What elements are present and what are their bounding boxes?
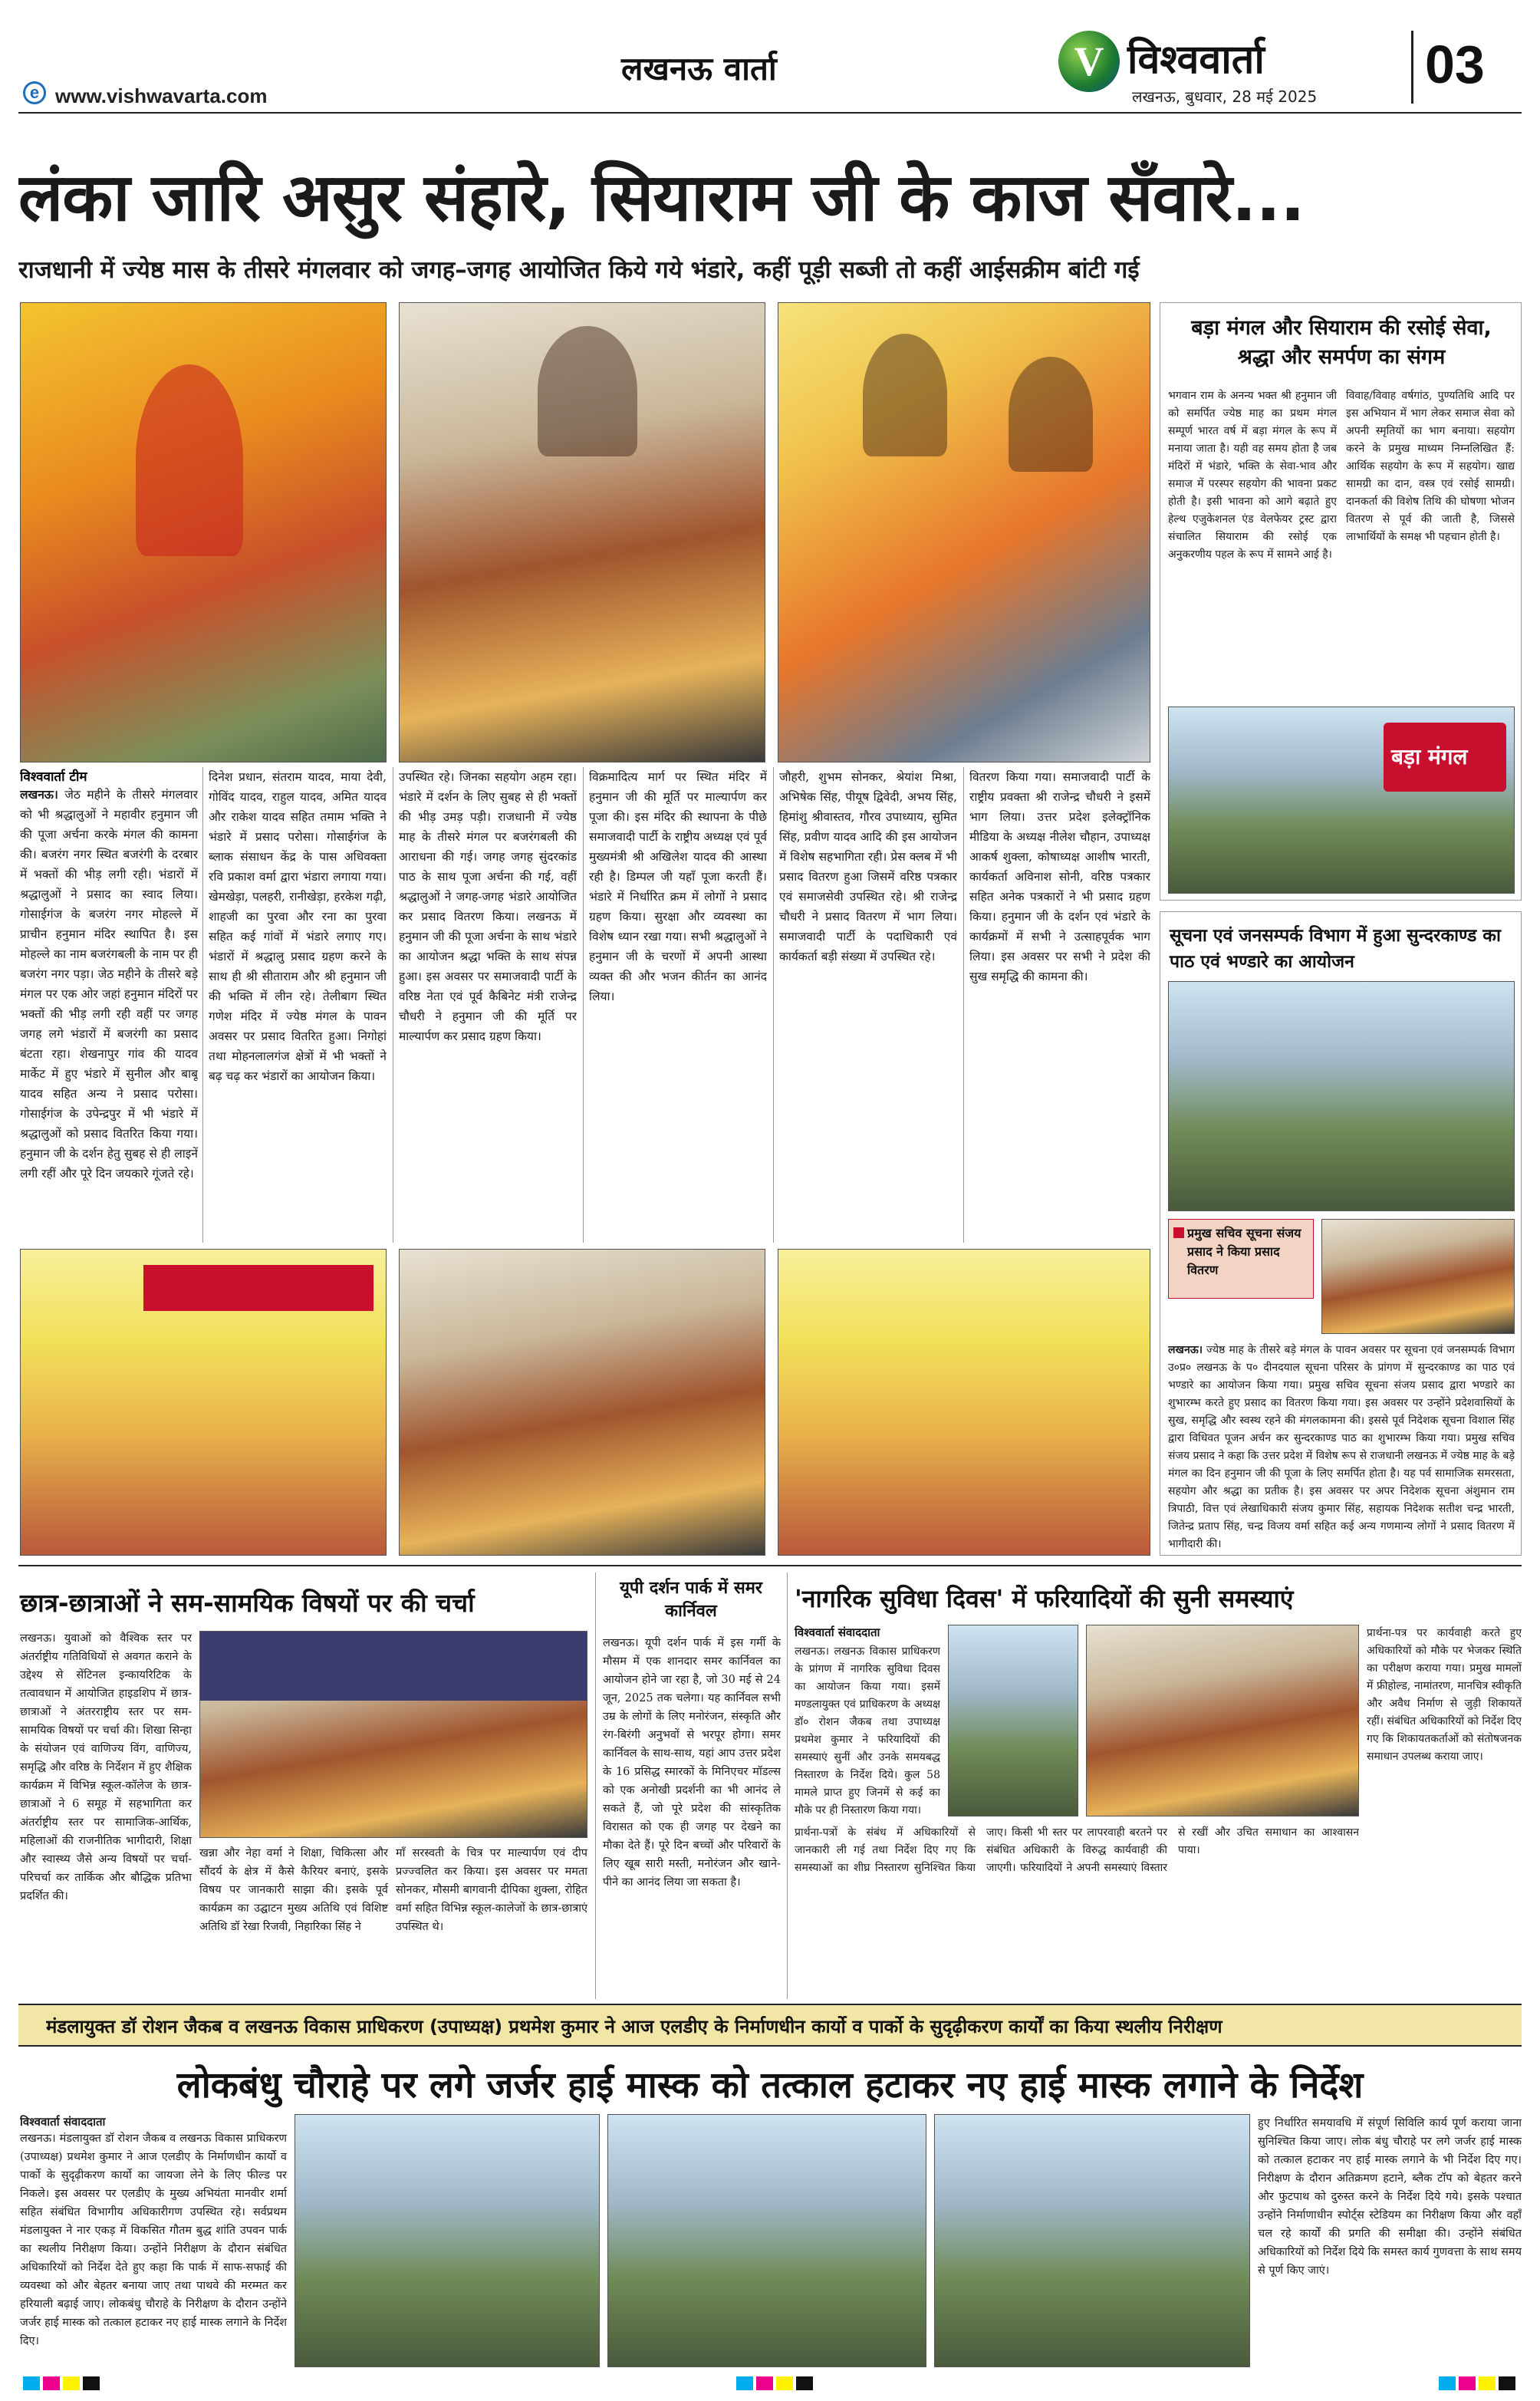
inspection-photo-1: [295, 2114, 600, 2367]
registration-mark-magenta: [1459, 2376, 1476, 2390]
registration-mark-black: [1499, 2376, 1515, 2390]
prasad-photo-2: [778, 302, 1150, 762]
grievance-column-2: प्रार्थना-पत्र पर कार्यवाही करते हुए अधिकारियों को मौके पर भेजकर स्थिति का परीक्षण कराया गया। प्रमुख मामलों में फ्रीहोल्ड, नामांतरण, मानचित्र स्वीकृति और अवैध निर्माण से जुड़ी शिकायतें रहीं। संबंधित अधिकारियों को निर्देश दिए गए कि शिकायतकर्ताओं को संतोषजनक समाधान उपलब्ध कराया जाए।: [1367, 1627, 1522, 1763]
seva-column-2: विवाह/विवाह वर्षगांठ, पुण्यतिथि आदि पर इस अभियान में भाग लेकर समाज सेवा को अपनी स्मृतियों का भाग बनाया। सहयोग करने के प्रमुख माध्यम निम्नलिखित हैं: आर्थिक सहयोग के रूप में सहयोग। खाद्य सामग्री का दान, वस्त्र एवं रसोई सामग्री। दानकर्ता की विशेष तिथि की घोषणा भोजन वितरण से पूर्व की जाती है, जिससे लाभार्थियों के समक्ष भी पहचान होती है।: [1346, 390, 1515, 543]
registration-mark-yellow: [1479, 2376, 1496, 2390]
banner-strip: [143, 1265, 373, 1311]
person-figure: [863, 334, 947, 456]
carnival-body: लखनऊ। यूपी दर्शन पार्क में इस गर्मी के मौसम में एक शानदार समर कार्निवल का आयोजन होने जा रहा है, जो 30 मई से 24 जून, 2025 तक चलेगा। यह कार्निवल सभी उम्र के लोगों के लिए मनोरंजन, संस्कृति और रंग-बिरंगी अनुभवों से भरपूर होगा। समर कार्निवल के साथ-साथ, यहां आप उत्तर प्रदेश के 16 प्रसिद्ध स्मारकों के मिनिएचर मॉडल्स को एक अनोखी प्रदर्शनी का भी आनंद ले सकते हैं, जो पूरे प्रदेश की सांस्कृतिक विरासत को एक ही जगह पर देखने का मौका देते हैं। पूरे दिन बच्चों और परिवारों के लिए खूब सारी मस्ती, मनोरंजन और खाने-पीने का आनंद लिया जा सकता है।: [603, 1637, 781, 1889]
registration-mark-black: [796, 2376, 813, 2390]
sundarkand-body: [1168, 1342, 1515, 1550]
students-column-2: खन्ना और नेहा वर्मा ने शिक्षा, चिकित्सा और सौंदर्य के क्षेत्र में कैसे कैरियर बनाएं, इसके विषय पर जानकारी साझा की। इसके पूर्व कार्यक्रम का उद्घाटन मुख्य अतिथि एवं विशिष्ट अतिथि डॉ रेखा रिजवी, निहारिका सिंह ने: [199, 1847, 388, 1933]
site-url[interactable]: www.vishwavarta.com: [55, 84, 268, 107]
seva-headline: बड़ा मंगल और सियाराम की रसोई सेवा, श्रद्धा और समर्पण का संगम: [1191, 316, 1492, 369]
grievance-byline: विश्ववार्ता संवाददाता: [795, 1625, 880, 1639]
registration-mark-cyan: [1439, 2376, 1456, 2390]
bhandara-photo-1: [20, 1249, 387, 1556]
seva-column-1: भगवान राम के अनन्य भक्त श्री हनुमान जी को समर्पित ज्येष्ठ माह का प्रथम मंगल सम्पूर्ण भारत वर्ष में बड़ा मंगल के रूप में मनाया जाता है। यही वह समय होता है जब मंदिरों में भंडारे, भक्ति के सेवा-भाव और समाज में परस्पर सहयोग की भावना प्रकट होती है। इसी भावना को आगे बढ़ाते हुए हेल्थ एजुकेशनल एंड वेलफेयर ट्रस्ट द्वारा संचालित सियाराम की रसोई एक अनुकरणीय पहल के रूप में सामने आई है।: [1168, 390, 1337, 561]
sundarkand-caption: प्रमुख सचिव सूचना संजय प्रसाद ने किया प्रसाद वितरण: [1187, 1226, 1301, 1277]
students-headline: छात्र-छात्राओं ने सम-सामयिक विषयों पर की चर्चा: [20, 1588, 475, 1618]
sundarkand-photo-2: [1321, 1219, 1515, 1334]
caption-box: [1168, 1219, 1314, 1299]
masthead-dateline: लखनऊ, बुधवार, 28 मई 2025: [1132, 87, 1318, 106]
column-rule: [773, 767, 774, 1243]
column-rule: [963, 767, 964, 1243]
temple-photo: [20, 302, 387, 762]
grievance-photo-1: [948, 1625, 1078, 1816]
lead-dateline: लखनऊ।: [20, 788, 58, 802]
inspection-headline: लोकबंधु चौराहे पर लगे जर्जर हाई मास्क को तत्काल हटाकर नए हाई मास्क लगाने के निर्देश: [176, 2064, 1364, 2106]
inspection-photo-3: [934, 2114, 1250, 2367]
seva-badge: बड़ा मंगल: [1391, 744, 1468, 769]
grievance-photo-2: [1086, 1625, 1359, 1816]
caption-square-icon: [1173, 1227, 1184, 1238]
column-rule: [202, 767, 203, 1243]
grievance-column-1: लखनऊ। लखनऊ विकास प्राधिकरण के प्रांगण में नागरिक सुविधा दिवस का आयोजन किया गया। इसमें मण्डलायुक्त एवं प्राधिकरण के अध्यक्ष डॉ० रोशन जैकब तथा उपाध्यक्ष प्रथमेश कुमार ने फरियादियों की समस्याएं सुनीं और उनके समयबद्ध निस्तारण के निर्देश दिये। कुल 58 मामले प्राप्त हुए जिनमें से कई का मौके पर ही निस्तारण किया गया।: [795, 1645, 940, 1816]
sundarkand-box: [1160, 911, 1522, 1556]
column-rule: [583, 767, 584, 1243]
lead-column-5: जौहरी, शुभम सोनकर, श्रेयांश मिश्रा, अभिषेक सिंह, पीयूष द्विवेदी, अभय सिंह, हिमांशु श्रीवास्तव, गौरव उपाध्याय, सुमित सिंह, प्रवीण यादव आदि की इस आयोजन में विशेष सहभागिता रही। प्रेस क्लब में भी प्रसाद वितरण हुआ जिसमें वरिष्ठ पत्रकार एवं समाजसेवी उपस्थित रहे। श्री राजेन्द्र चौधरी ने प्रसाद वितरण में भाग लिया। समाजवादी पार्टी के पदाधिकारी एवं कार्यकर्ता बड़ी संख्या में उपस्थित रहे।: [779, 770, 957, 963]
stage-backdrop: [200, 1632, 587, 1701]
column-rule: [595, 1573, 596, 1999]
lead-column-2: दिनेश प्रधान, संतराम यादव, माया देवी, गोविंद यादव, राहुल यादव, अमित यादव और राकेश यादव सहित तमाम भक्ति ने भंडारे में प्रसाद परोसा। गोसाईगंज के ब्लाक संसाधन केंद्र के पास अधिवक्ता रवि प्रकाश वर्मा द्वारा भंडारा लगाया गया। खेमखेड़ा, पलहरी, रानीखेड़ा, हरकेश गढ़ी, शाहजी का पुरवा और रना का पुरवा सहित कई गांवों में भंडारे लगाए गए। भंडारों में श्रद्धालु प्रसाद ग्रहण करने के साथ ही श्री सीताराम और श्री हनुमान जी की भक्ति में लीन रहे। तेलीबाग स्थित गणेश मंदिर में ज्येष्ठ मंगल के पावन अवसर पर प्रसाद वितरित हुआ। निगोहां तथा मोहनलालगंज क्षेत्रों में भी भक्तों ने बढ़ चढ़ कर भंडारों का आयोजन किया।: [209, 770, 387, 1083]
lead-column-4: विक्रमादित्य मार्ग पर स्थित मंदिर में हनुमान जी की मूर्ति पर माल्यार्पण कर पूजा की। इस मंदिर की स्थापना के पीछे समाजवादी पार्टी के राष्ट्रीय अध्यक्ष एवं पूर्व मुख्यमंत्री श्री अखिलेश यादव की आस्था रही है। डिम्पल जी यहाँ पूजा करती हैं। भंडारे में निर्धारित क्रम में लोगों ने प्रसाद ग्रहण किया। सुरक्षा और व्यवस्था का विशेष ध्यान रखा गया। सभी श्रद्धालुओं ने हनुमान जी के चरणों में अपनी आस्था व्यक्त की और भजन कीर्तन का आनंद लिया।: [589, 770, 767, 1003]
registration-mark-yellow: [63, 2376, 80, 2390]
inspection-column-1: [20, 2114, 287, 2370]
bhandara-photo-3: [778, 1249, 1150, 1556]
inspection-banner-text: मंडलायुक्त डॉ रोशन जैकब व लखनऊ विकास प्राधिकरण (उपाध्यक्ष) प्रथमेश कुमार ने आज एलडीए के निर्माणधीन कार्यो व पार्को के सुदृढ़ीकरण कार्यों का किया स्थलीय निरीक्षण: [46, 2016, 1222, 2037]
masthead-divider: [1411, 31, 1413, 104]
students-column-3: माँ सरस्वती के चित्र पर माल्यार्पण एवं दीप प्रज्ज्वलित कर किया। इस अवसर पर ममता सोनकर, मौसमी बागवानी दीपिका शुक्ला, रोहित वर्मा सहित विभिन्न स्कूल-कालेजों के छात्र-छात्राएं उपस्थित थे।: [396, 1847, 587, 1933]
person-figure: [538, 326, 637, 456]
students-photo: [199, 1631, 587, 1838]
seva-box: [1160, 302, 1522, 901]
registration-mark-cyan: [736, 2376, 753, 2390]
registration-mark-magenta: [43, 2376, 60, 2390]
page-number: 03: [1425, 35, 1485, 94]
registration-mark-cyan: [23, 2376, 40, 2390]
sundarkand-dateline: लखनऊ।: [1168, 1344, 1203, 1356]
lead-byline: विश्ववार्ता टीम: [20, 769, 87, 785]
section-title: लखनऊ वार्ता: [621, 50, 777, 87]
idol-figure: [136, 364, 243, 556]
lead-column-3: उपस्थित रहे। जिनका सहयोग अहम रहा। भंडारे में दर्शन के लिए सुबह से ही भक्तों की भीड़ उमड़ पड़ी। राजधानी में ज्येष्ठ माह के तीसरे मंगल पर बजरंगबली की आराधना की गई। जगह जगह सुंदरकांड पाठ के साथ पूजा अर्चना की गई, वहीं श्रद्धालुओं ने जगह-जगह भंडारे आयोजित कर प्रसाद वितरण किया। लखनऊ में हनुमान जी की पूजा अर्चना के साथ भंडारे का आयोजन श्रद्धा भक्ति के साथ संपन्न हुआ। इस अवसर पर समाजवादी पार्टी के वरिष्ठ नेता एवं पूर्व कैबिनेट मंत्री राजेन्द्र चौधरी ने हनुमान जी की मूर्ति पर माल्यार्पण कर प्रसाद ग्रहण किया।: [399, 770, 577, 1043]
sundarkand-photo-1: [1168, 981, 1515, 1211]
sundarkand-text: ज्येष्ठ माह के तीसरे बड़े मंगल के पावन अवसर पर सूचना एवं जनसम्पर्क विभाग उ०प्र० लखनऊ के प० दीनदयाल सूचना परिसर के प्रांगण में सुन्दरकाण्ड का पाठ एवं भण्डारे का आयोजन किया गया। प्रमुख सचिव सूचना संजय प्रसाद द्वारा भण्डारे का शुभारम्भ करते हुए प्रसाद का वितरण किया गया। इस अवसर पर उन्होंने प्रदेशवासियों के सुख, समृद्धि और स्वस्थ रहने की मंगलकामना की। इससे पूर्व निदेशक सूचना विशाल सिंह द्वारा विधिवत पूजन अर्चन कर सुन्दरकाण्ड पाठ का शुभारम्भ किया गया। प्रमुख सचिव संजय प्रसाद ने कहा कि उत्तर प्रदेश में विशेष रूप से राजधानी लखनऊ में ज्येष्ठ माह के बड़े मंगल का दिन हनुमान जी की पूजा के लिए समर्पित होता है। यह पर्व सामाजिक समरसता, सहयोग और श्रद्धा का प्रतीक है। इस अवसर पर अपर निदेशक सूचना अंशुमान राम त्रिपाठी, वित्त एवं लेखाधिकारी संजय कुमार सिंह, सहायक निदेशक सतीश चन्द्र भारती, जितेन्द्र प्रताप सिंह, चन्द्र विजय वर्मा सहित कई अन्य गणमान्य लोगों ने प्रसाद वितरण में भागीदारी की।: [1168, 1344, 1515, 1550]
masthead-rule: [18, 112, 1522, 114]
masthead-logo-icon: V: [1058, 31, 1120, 92]
bhandara-photo-2: [399, 1249, 765, 1556]
section-rule: [18, 1565, 1522, 1566]
e-icon: e: [23, 81, 46, 104]
carnival-headline: यूपी दर्शन पार्क में समर कार्निवल: [620, 1579, 762, 1621]
inspection-banner: [18, 2004, 1522, 2047]
lead-column-6: वितरण किया गया। समाजवादी पार्टी के राष्ट्रीय प्रवक्ता श्री राजेन्द्र चौधरी ने इसमें भाग लिया। उत्तर प्रदेश इलेक्ट्रॉनिक मीडिया के अध्यक्ष नीलेश चौहान, उपाध्यक्ष आकर्ष शुक्ला, कोषाध्यक्ष आशीष भारती, कार्यकर्ता अविनाश सोनी, वरिष्ठ पत्रकार सहित अनेक पत्रकारों ने भी प्रसाद ग्रहण किया। हनुमान जी के दर्शन एवं भंडारे के कार्यक्रमों में सभी ने उत्साहपूर्वक भाग लिया। इस अवसर पर सभी ने प्रदेश की सुख समृद्धि की कामना की।: [969, 770, 1150, 983]
inspection-col1-text: लखनऊ। मंडलायुक्त डॉ रोशन जैकब व लखनऊ विकास प्राधिकरण (उपाध्यक्ष) प्रथमेश कुमार ने आज एलडीए के निर्माणधीन कार्यो व पार्को के सुदृढ़ीकरण कार्यो का जायजा लेने के लिए फील्ड पर निकले। इस अवसर पर एलडीए के मुख्य अभियंता मानवीर शर्मा सहित संबंधित विभागीय अधिकारीगण उपस्थित रहे। सर्वप्रथम मंडलायुक्त ने नार एकड़ में विकसित गौतम बुद्ध शांति उपवन पार्क का स्थलीय निरीक्षण किया। उन्होंने निरीक्षण के दौरान संबंधित अधिकारियों को निर्देश देते हुए कहा कि पार्क में साफ-सफाई की व्यवस्था को और बेहतर बनाया जाए तथा पाथवे की मरम्मत कर हरियाली बढ़ाई जाए। लोकबंधु चौराहे के निरीक्षण के दौरान उन्होंने जर्जर हाई मास्क को तत्काल हटाकर नए हाई मास्क लगाने के निर्देश दिए।: [20, 2133, 287, 2347]
grievance-headline: 'नागरिक सुविधा दिवस' में फरियादियों की सुनी समस्याएं: [795, 1584, 1294, 1613]
column-rule: [787, 1573, 788, 1999]
lead-column-1: [20, 767, 198, 1243]
masthead: [0, 0, 1540, 119]
lead-headline: लंका जारि असुर संहारे, सियाराम जी के काज सँवारे...: [18, 160, 1305, 236]
person-figure: [1009, 357, 1093, 472]
inspection-photo-2: [607, 2114, 926, 2367]
lead-col1-text: जेठ महीने के तीसरे मंगलवार को भी श्रद्धालुओं ने महावीर हनुमान जी की पूजा अर्चना करके मंगल की कामना की। बजरंग नगर स्थित बजरंगी के दरबार में भक्तों की भीड़ लगी रही। भंडारों में श्रद्धालुओं ने प्रसाद का स्वाद लिया। गोसाईगंज के बजरंग नगर मोहल्ले में प्राचीन हनुमान मंदिर स्थापित है। इस मोहल्ले का नाम बजरंगबली के नाम पर ही बजरंग नगर पड़ा। जेठ महीने के तीसरे बड़े मंगल पर एक ओर जहां हनुमान मंदिरों पर भक्तों की भीड़ लगी रही वहीं पर जगह जगह लगे भंडारों में बजरंगी का प्रसाद बंटता रहा। शेखनापुर गांव की यादव मार्केट में हुए भंडारे में सुनील और बाबू यादव सहित अन्य ने प्रसाद परोसा। गोसाईगंज के उपेन्द्रपुर में भी भंडारे में श्रद्धालुओं को प्रसाद वितरित किया गया। हनुमान जी के दर्शन हेतु सुबह से ही लाइनें लगी रहीं और पूरे दिन जयकारे गूंजते रहे।: [20, 788, 198, 1181]
registration-mark-black: [83, 2376, 100, 2390]
registration-mark-magenta: [756, 2376, 773, 2390]
lead-subheadline: राजधानी में ज्येष्ठ मास के तीसरे मंगलवार को जगह–जगह आयोजित किये गये भंडारे, कहीं पूड़ी सब्जी तो कहीं आईसक्रीम बांटी गई: [18, 256, 1140, 284]
students-column-1: लखनऊ। युवाओं को वैश्विक स्तर पर अंतर्राष्ट्रीय गतिविधियों से अवगत कराने के उद्देश्य से सेंटिनल इन्कायरिटिक के तत्वावधान में आयोजित हाइडशिप में छात्र-छात्राओं ने अंतरराष्ट्रीय स्तर पर सम-सामयिक विषयों पर चर्चा की। शिखा सिन्हा के संयोजन एवं वाणिज्य विंग, वाणिज्य, समृद्धि और वरिष्ठ के निर्देशन में हुए शैक्षिक कार्यक्रम में विभिन्न स्कूल-कॉलेज के छात्र-छात्राओं ने 6 समूह में सहभागिता कर अंतर्राष्ट्रीय स्तर पर सामाजिक-आर्थिक, महिलाओं की राजनीतिक भागीदारी, शिक्षा और स्वास्थ्य जैसे अन्य विषयों पर चर्चा-परिचर्चा कर तार्किक और बौद्धिक प्रतिभा प्रदर्शित की।: [20, 1632, 192, 1902]
grievance-column-3: प्रार्थना-पत्रों के संबंध में अधिकारियों से जानकारी ली गई तथा निर्देश दिए गए कि समस्याओं का शीघ्र निस्तारण सुनिश्चित किया जाए। किसी भी स्तर पर लापरवाही बरतने पर संबंधित अधिकारी के विरुद्ध कार्यवाही की जाएगी। फरियादियों ने अपनी समस्याएं विस्तार से रखीं और उचित समाधान का आश्वासन पाया।: [795, 1826, 1359, 1874]
inspection-column-2: हुए निर्धारित समयावधि में संपूर्ण सिविलि कार्य पूर्ण कराया जाना सुनिश्चित किया जाए। लोक बंधु चौराहे पर लगे जर्जर हाई मास्क को तत्काल हटाकर नए हाई मास्क लगाने के भी निर्देश दिए गए। निरीक्षण के दौरान अतिक्रमण हटाने, ब्लैक टॉप को बेहतर करने और फुटपाथ को दुरुस्त करने के निर्देश दिये गये। इसके पश्चात उन्होंने निर्माणाधीन स्पोर्ट्स स्टेडियम का निरीक्षण किया और वहाँ चल रहे कार्यों की प्रगति की समीक्षा की। उन्होंने संबंधित अधिकारियों को निर्देश दिये कि समस्त कार्य गुणवत्ता के साथ समय से पूर्ण किए जाएं।: [1258, 2117, 1522, 2277]
masthead-logo-text: विश्ववार्ता: [1127, 37, 1265, 83]
prasad-photo-1: [399, 302, 765, 762]
registration-mark-yellow: [776, 2376, 793, 2390]
seva-photo: [1168, 706, 1515, 894]
inspection-byline: विश्ववार्ता संवाददाता: [20, 2115, 106, 2129]
sundarkand-headline: सूचना एवं जनसम्पर्क विभाग में हुआ सुन्दरकाण्ड का पाठ एवं भण्डारे का आयोजन: [1170, 926, 1501, 972]
